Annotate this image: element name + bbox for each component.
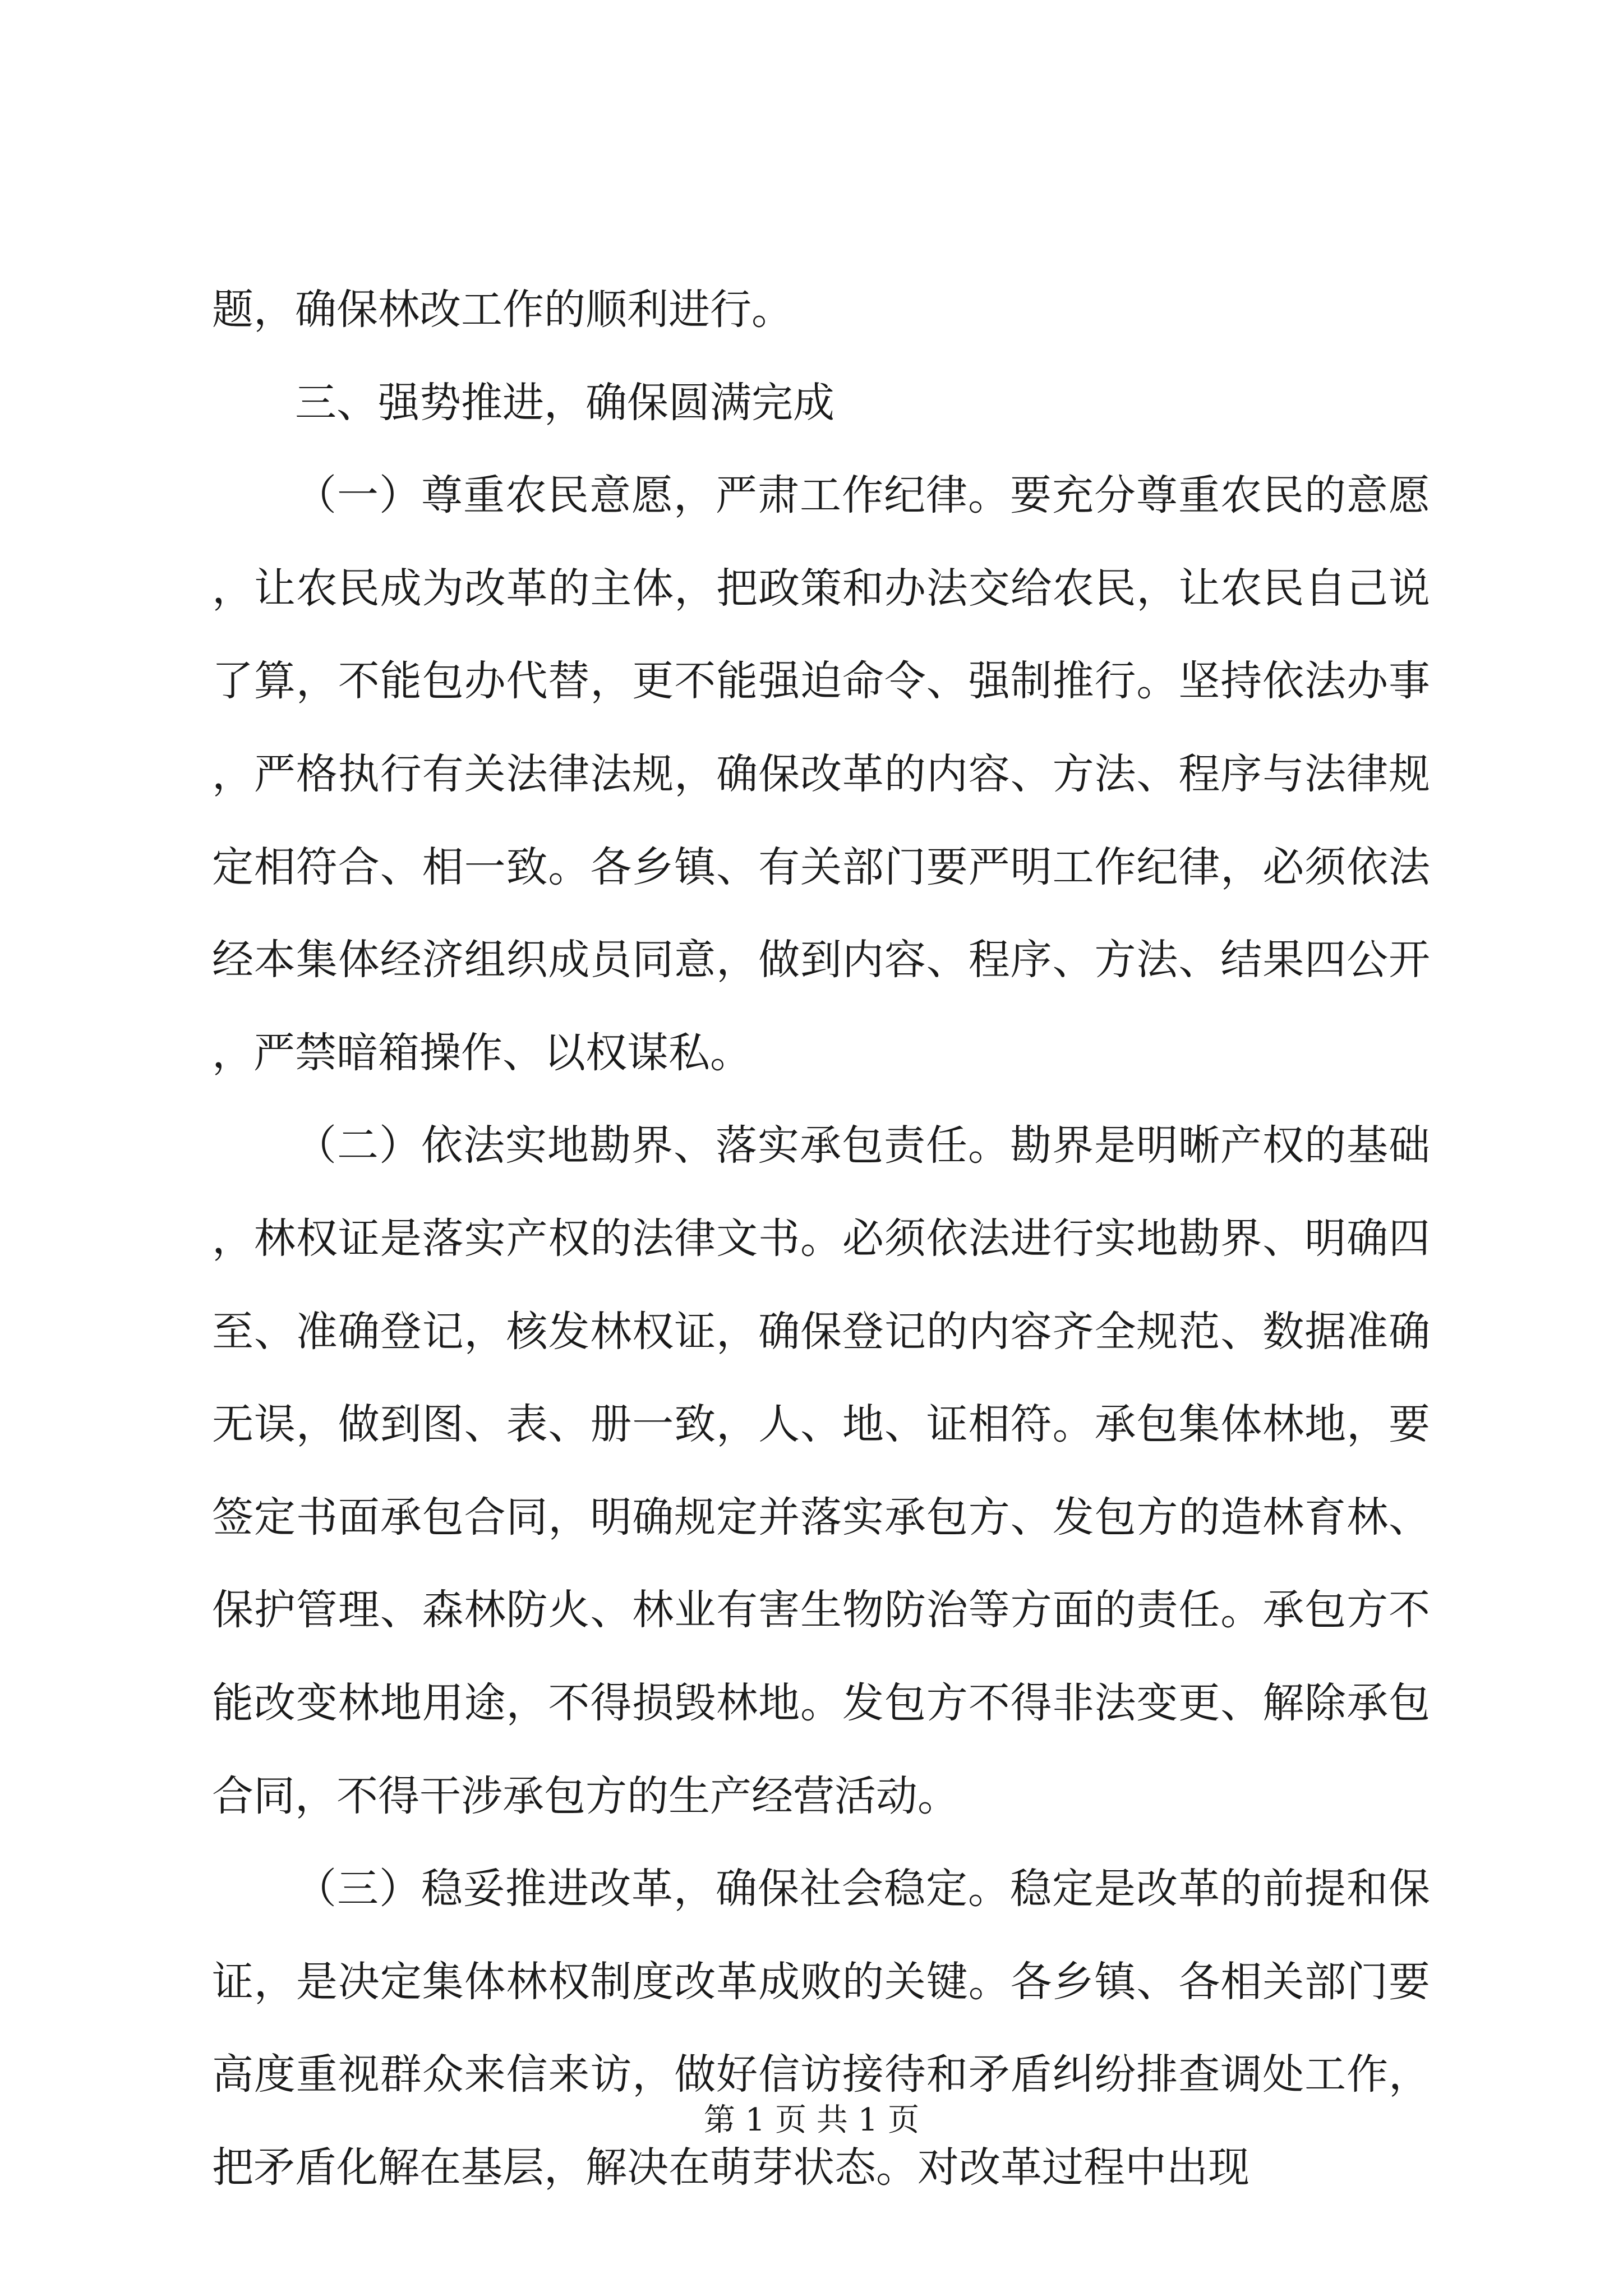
paragraph-item-2: （二）依法实地勘界、落实承包责任。勘界是明晰产权的基础，林权证是落实产权的法律文书。必须依法进行实地勘界、明确四至、准确登记，核发林权证，确保登记的内容齐全规范、数据准确无误，做到图、表、册一致，人、地、证相符。承包集体林地，要签定书面承包合同，明确规定并落实承包方、发包方的造林育林、保护管理、森林防火、林业有害生物防治等方面的责任。承包方不能改变林地用途，不得损毁林地。发包方不得非法变更、解除承包合同，不得干涉承包方的生产经营活动。 — [212, 1121, 1430, 1820]
paragraph-continuation: 题，确保林改工作的顺利进行。 — [212, 286, 793, 334]
section-heading: 三、强势推进，确保圆满完成 — [295, 378, 834, 427]
paragraph-item-1: （一）尊重农民意愿，严肃工作纪律。要充分尊重农民的意愿，让农民成为改革的主体，把政策和办法交给农民，让农民自己说了算，不能包办代替，更不能强迫命令、强制推行。坚持依法办事，严格执行有关法律法规，确保改革的内容、方法、程序与法律规定相符合、相一致。各乡镇、有关部门要严明工作纪律，必须依法经本集体经济组织成员同意，做到内容、程序、方法、结果四公开，严禁暗箱操作、以权谋私。 — [212, 471, 1430, 1077]
document-body — [212, 264, 1430, 2214]
paragraph-item-3: （三）稳妥推进改革，确保社会稳定。稳定是改革的前提和保证，是决定集体林权制度改革成败的关键。各乡镇、各相关部门要高度重视群众来信来访，做好信访接待和矛盾纠纷排查调处工作，把矛盾化解在基层，解决在萌芽状态。对改革过程中出现 — [212, 1865, 1430, 2192]
page-footer: 第 1 页 共 1 页 — [703, 2102, 920, 2138]
